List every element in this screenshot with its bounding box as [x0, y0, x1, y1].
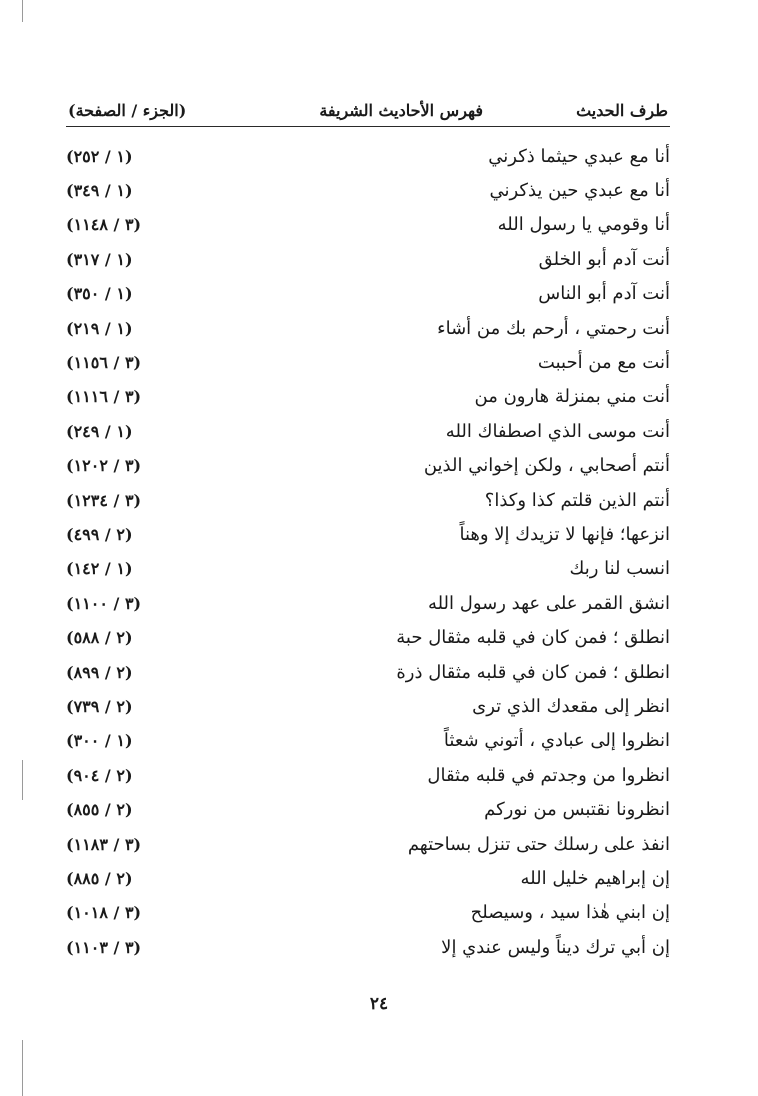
index-row: [66, 861, 670, 895]
hadith-text: أنا وقومي يا رسول الله: [497, 214, 670, 236]
hadith-text: انزعها؛ فإنها لا تزيدك إلا وهناً: [459, 523, 670, 545]
hadith-text: أنا مع عبدي حين يذكرني: [489, 180, 670, 202]
hadith-text: إن أبي ترك ديناً وليس عندي إلا: [441, 936, 670, 958]
page-header: [66, 88, 670, 120]
volume-page-ref: (١ / ٣٤٩): [66, 181, 133, 201]
index-row: [66, 620, 670, 654]
volume-page-ref: (١ / ٣١٧): [66, 249, 133, 269]
hadith-text: أنا مع عبدي حيثما ذكرني: [488, 145, 670, 167]
hadith-text: أنتم الذين قلتم كذا وكذا؟: [484, 489, 670, 511]
column-header-reference: (الجزء / الصفحة): [68, 101, 187, 120]
hadith-text: انفذ على رسلك حتى تنزل بساحتهم: [407, 833, 670, 855]
volume-page-ref: (١ / ٢٥٢): [66, 146, 133, 166]
index-row: [66, 792, 670, 826]
index-row: [66, 173, 670, 207]
volume-page-ref: (١ / ٢١٩): [66, 318, 133, 338]
hadith-index-list: [66, 139, 670, 964]
volume-page-ref: (٢ / ٧٣٩): [66, 696, 133, 716]
index-row: [66, 517, 670, 551]
volume-page-ref: (٣ / ١١٠٣): [66, 937, 142, 957]
volume-page-ref: (٢ / ٥٨٨): [66, 628, 133, 648]
hadith-text: انشق القمر على عهد رسول الله: [427, 592, 670, 614]
hadith-text: أنت مني بمنزلة هارون من: [474, 386, 670, 408]
hadith-text: أنت مع من أحببت: [537, 352, 670, 374]
index-row: [66, 345, 670, 379]
volume-page-ref: (٣ / ١٢٣٤): [66, 490, 142, 510]
hadith-text: انظر إلى مقعدك الذي ترى: [472, 695, 670, 717]
volume-page-ref: (٣ / ١١١٦): [66, 387, 142, 407]
hadith-text: أنتم أصحابي ، ولكن إخواني الذين: [423, 455, 670, 477]
hadith-text: انظرونا نقتبس من نوركم: [484, 799, 670, 821]
index-row: [66, 208, 670, 242]
hadith-text: انسب لنا ربك: [569, 558, 670, 580]
hadith-text: أنت آدم أبو الناس: [538, 283, 670, 305]
volume-page-ref: (٢ / ٩٠٤): [66, 765, 133, 785]
hadith-text: انظروا من وجدتم في قلبه مثقال: [427, 764, 670, 786]
index-row: [66, 827, 670, 861]
index-row: [66, 139, 670, 173]
index-row: [66, 724, 670, 758]
index-row: [66, 380, 670, 414]
column-header-hadith: طرف الحديث: [576, 101, 668, 120]
margin-line-bottom: [22, 1040, 23, 1096]
margin-line-middle: [22, 760, 23, 800]
hadith-text: إن إبراهيم خليل الله: [520, 867, 670, 889]
hadith-text: أنت رحمتي ، أرحم بك من أشاء: [437, 317, 670, 339]
index-page: [66, 88, 670, 964]
index-row: [66, 655, 670, 689]
header-rule: [66, 126, 670, 127]
page-number: ٢٤: [369, 994, 389, 1014]
margin-line-top: [22, 0, 23, 22]
volume-page-ref: (٣ / ١١٨٣): [66, 834, 142, 854]
hadith-text: أنت موسى الذي اصطفاك الله: [445, 420, 670, 442]
volume-page-ref: (٣ / ١١٤٨): [66, 215, 142, 235]
index-row: [66, 449, 670, 483]
index-row: [66, 277, 670, 311]
index-row: [66, 586, 670, 620]
index-row: [66, 896, 670, 930]
volume-page-ref: (٢ / ٤٩٩): [66, 524, 133, 544]
volume-page-ref: (٢ / ٨٥٥): [66, 800, 133, 820]
volume-page-ref: (٣ / ١٢٠٢): [66, 456, 142, 476]
volume-page-ref: (١ / ٣٥٠): [66, 284, 133, 304]
index-row: [66, 930, 670, 964]
hadith-text: انطلق ؛ فمن كان في قلبه مثقال حبة: [396, 627, 670, 649]
index-row: [66, 483, 670, 517]
index-row: [66, 311, 670, 345]
volume-page-ref: (٢ / ٨٨٥): [66, 868, 133, 888]
volume-page-ref: (٣ / ١١٥٦): [66, 353, 142, 373]
hadith-text: انظروا إلى عبادي ، أتوني شعثاً: [443, 730, 670, 752]
hadith-text: إن ابني هٰذا سيد ، وسيصلح: [470, 902, 670, 924]
page-title: فهرس الأحاديث الشريفة: [319, 101, 484, 120]
hadith-text: أنت آدم أبو الخلق: [538, 248, 670, 270]
index-row: [66, 414, 670, 448]
index-row: [66, 689, 670, 723]
volume-page-ref: (٣ / ١١٠٠): [66, 593, 142, 613]
index-row: [66, 758, 670, 792]
index-row: [66, 552, 670, 586]
volume-page-ref: (١ / ١٤٢): [66, 559, 133, 579]
hadith-text: انطلق ؛ فمن كان في قلبه مثقال ذرة: [396, 661, 670, 683]
index-row: [66, 242, 670, 276]
volume-page-ref: (١ / ٣٠٠): [66, 731, 133, 751]
volume-page-ref: (٣ / ١٠١٨): [66, 903, 142, 923]
volume-page-ref: (١ / ٢٤٩): [66, 421, 133, 441]
volume-page-ref: (٢ / ٨٩٩): [66, 662, 133, 682]
